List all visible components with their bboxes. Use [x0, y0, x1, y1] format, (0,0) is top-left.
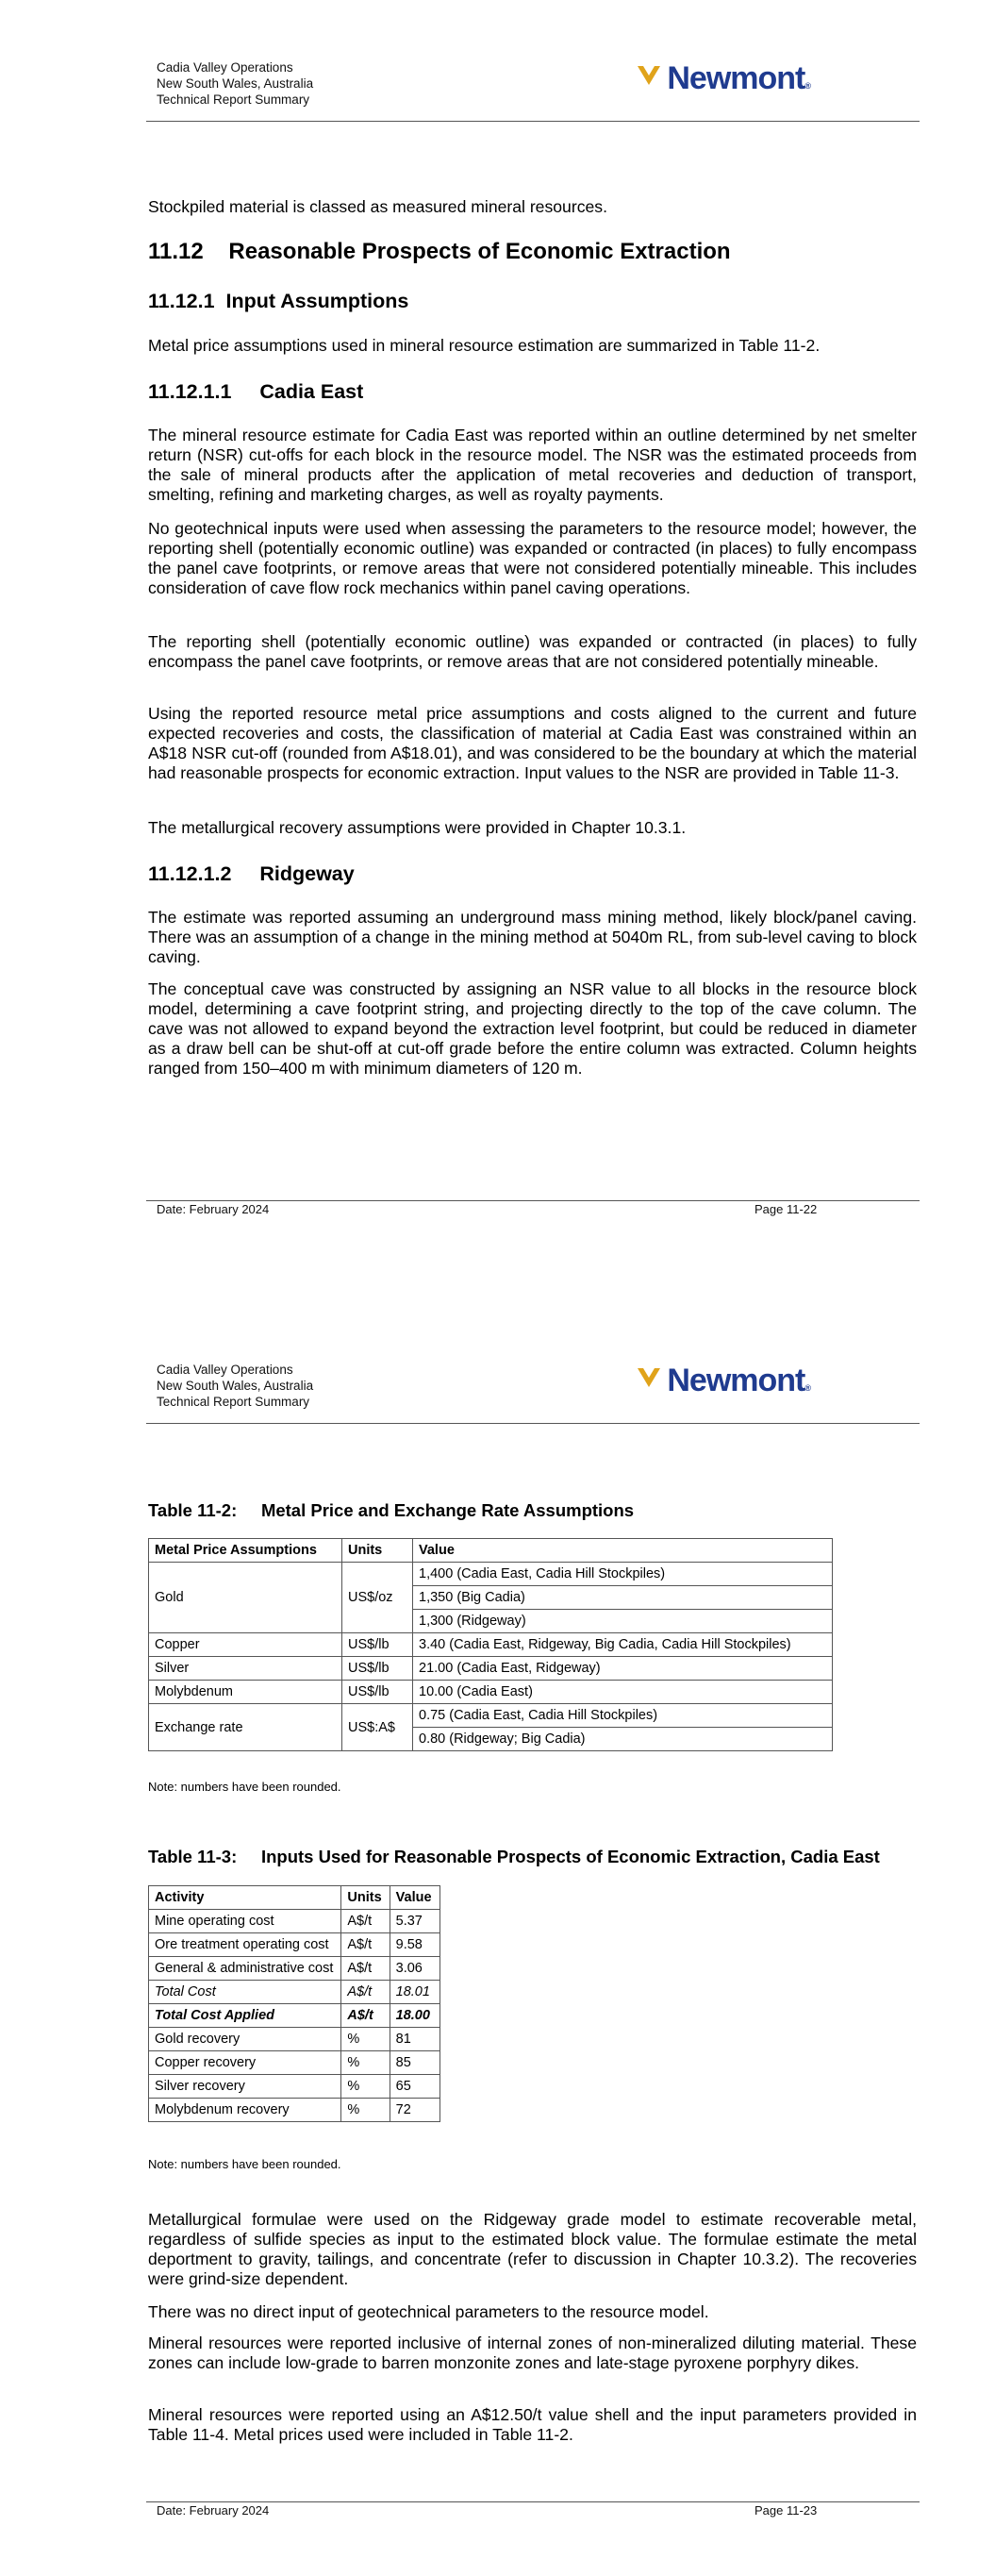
cell-activity: Total Cost Applied: [149, 2004, 341, 2028]
table-row: [149, 1957, 440, 1981]
table-row: [149, 1563, 833, 1586]
paragraph-value-shell: Mineral resources were reported using an A$12.50/t value shell and the input parameters provided in Table 11-4. Metal prices used were included in Table 11-2.: [148, 2405, 917, 2444]
table-row: [149, 2004, 440, 2028]
paragraph-ridgeway-1: The estimate was reported assuming an underground mass mining method, likely block/panel caving. There was an assumption of a change in the mining method at 5040m RL, from sub-level caving to block caving.: [148, 908, 917, 966]
cell-gold-units: US$/oz: [342, 1563, 413, 1633]
table-11-3-note: Note: numbers have been rounded.: [148, 2157, 341, 2171]
header-rule: [146, 121, 920, 122]
table-row: [149, 1933, 440, 1957]
section-heading: 11.12 Reasonable Prospects of Economic Extraction: [148, 239, 731, 264]
table-row: [149, 1657, 833, 1681]
cell-units: %: [341, 2051, 390, 2075]
table-11-2-note: Note: numbers have been rounded.: [148, 1780, 341, 1794]
cell-gold: Gold: [149, 1563, 342, 1633]
col-header-units: Units: [341, 1886, 390, 1910]
cell-silver-value: 21.00 (Cadia East, Ridgeway): [413, 1657, 833, 1681]
col-header-assumptions: Metal Price Assumptions: [149, 1539, 342, 1563]
cell-copper-units: US$/lb: [342, 1633, 413, 1657]
cell-activity: Molybdenum recovery: [149, 2099, 341, 2122]
newmont-logo: [667, 1363, 811, 1399]
cell-value: 18.01: [390, 1981, 439, 2004]
table-row: [149, 2028, 440, 2051]
table-row: [149, 2075, 440, 2099]
paragraph-cadia-1: The mineral resource estimate for Cadia East was reported within an outline determined by net smelter return (NSR) cut-offs for each block in the resource model. The NSR was the estimated proceeds from the sale of mineral products after the application of metal recoveries and deduction of transport, smelting, refining and marketing charges, as well as royalty payments.: [148, 426, 917, 504]
footer-page-number: Page 11-22: [755, 1202, 818, 1216]
table-row: [149, 1704, 833, 1728]
paragraph-stockpile: Stockpiled material is classed as measured mineral resources.: [148, 197, 607, 216]
cell-exchange-value-2: 0.80 (Ridgeway; Big Cadia): [413, 1728, 833, 1751]
cell-activity: Copper recovery: [149, 2051, 341, 2075]
newmont-logo-chevron-icon: [638, 66, 660, 94]
table-11-2-caption: Table 11-2: Metal Price and Exchange Rate Assumptions: [148, 1500, 635, 1520]
cell-exchange-units: US$:A$: [342, 1704, 413, 1751]
cell-activity: Mine operating cost: [149, 1910, 341, 1933]
header-line-1: Cadia Valley Operations: [157, 60, 293, 75]
table-11-3-caption: Table 11-3: Inputs Used for Reasonable Prospects of Economic Extraction, Cadia East: [148, 1847, 880, 1866]
cell-copper: Copper: [149, 1633, 342, 1657]
paragraph-cadia-2: No geotechnical inputs were used when assessing the parameters to the resource model; however, the reporting shell (potentially economic outline) was expanded or contracted (in places) to fully encompass the panel cave footprints, or remove areas that were not considered potentially mineable. This includes consideration of cave flow rock mechanics within panel caving operations.: [148, 519, 917, 597]
inputs-table: [148, 1885, 440, 2122]
paragraph-geotechnical: There was no direct input of geotechnical parameters to the resource model.: [148, 2302, 709, 2321]
cell-activity: Gold recovery: [149, 2028, 341, 2051]
cell-units: A$/t: [341, 1957, 390, 1981]
cell-value: 85: [390, 2051, 439, 2075]
header-text: [157, 1362, 313, 1410]
table-row: [149, 1681, 833, 1704]
newmont-logo-chevron-icon: [638, 1368, 660, 1397]
footer-page-number: Page 11-23: [755, 2503, 818, 2517]
logo-text: Newmont: [667, 1363, 805, 1398]
metal-price-table: [148, 1538, 833, 1751]
cell-silver-units: US$/lb: [342, 1657, 413, 1681]
cell-exchange-rate: Exchange rate: [149, 1704, 342, 1751]
header-line-3: Technical Report Summary: [157, 92, 310, 107]
table-header-row: [149, 1539, 833, 1563]
cell-units: A$/t: [341, 2004, 390, 2028]
cell-gold-value-2: 1,350 (Big Cadia): [413, 1586, 833, 1610]
table-row: [149, 1981, 440, 2004]
logo-trademark: ®: [804, 81, 811, 91]
cell-value: 81: [390, 2028, 439, 2051]
header-line-1: Cadia Valley Operations: [157, 1363, 293, 1377]
table-row: [149, 2051, 440, 2075]
subsection-heading: 11.12.1 Input Assumptions: [148, 290, 409, 312]
cell-units: %: [341, 2028, 390, 2051]
page-11-23: [0, 1302, 995, 2576]
logo-text: Newmont: [667, 60, 805, 96]
footer-date: Date: February 2024: [157, 2503, 270, 2517]
paragraph-cadia-5: The metallurgical recovery assumptions were provided in Chapter 10.3.1.: [148, 818, 687, 837]
ridgeway-heading: 11.12.1.2 Ridgeway: [148, 862, 355, 885]
cell-value: 9.58: [390, 1933, 439, 1957]
cell-moly-units: US$/lb: [342, 1681, 413, 1704]
table-row: [149, 2099, 440, 2122]
paragraph-metal-price: Metal price assumptions used in mineral resource estimation are summarized in Table 11-2.: [148, 336, 821, 355]
logo-trademark: ®: [804, 1383, 811, 1393]
paragraph-inclusive: Mineral resources were reported inclusive of internal zones of non-mineralized diluting material. These zones can include low-grade to barren monzonite zones and late-stage pyroxene porphyry dikes.: [148, 2333, 917, 2372]
cell-units: %: [341, 2099, 390, 2122]
cell-activity: General & administrative cost: [149, 1957, 341, 1981]
footer-rule: [146, 1200, 920, 1201]
cell-gold-value-1: 1,400 (Cadia East, Cadia Hill Stockpiles): [413, 1563, 833, 1586]
table-header-row: [149, 1886, 440, 1910]
cell-activity: Ore treatment operating cost: [149, 1933, 341, 1957]
cadia-east-heading: 11.12.1.1 Cadia East: [148, 380, 364, 403]
cell-value: 72: [390, 2099, 439, 2122]
table-row: [149, 1910, 440, 1933]
header-text: [157, 59, 313, 108]
newmont-logo: [667, 60, 811, 97]
cell-silver: Silver: [149, 1657, 342, 1681]
col-header-value: Value: [390, 1886, 439, 1910]
header-line-2: New South Wales, Australia: [157, 1379, 314, 1393]
footer-date: Date: February 2024: [157, 1202, 270, 1216]
col-header-value: Value: [413, 1539, 833, 1563]
paragraph-cadia-4: Using the reported resource metal price assumptions and costs aligned to the current and future expected recoveries and costs, the classification of material at Cadia East was constrained within an A$18 NSR cut-off (rounded from A$18.01), and was considered to be the boundary at which the material had reasonable prospects for economic extraction. Input values to the NSR are provided in Table 11-3.: [148, 704, 917, 782]
table-row: [149, 1633, 833, 1657]
cell-value: 18.00: [390, 2004, 439, 2028]
paragraph-ridgeway-2: The conceptual cave was constructed by assigning an NSR value to all blocks in the resource block model, determining a cave footprint string, and projecting directly to the top of the cave column. The cave was not allowed to expand beyond the extraction level footprint, but could be reduced in diameter as a draw bell can be shut-off at cut-off grade before the entire column was extracted. Column heights ranged from 150–400 m with minimum diameters of 120 m.: [148, 979, 917, 1078]
cell-units: A$/t: [341, 1910, 390, 1933]
cell-activity: Total Cost: [149, 1981, 341, 2004]
col-header-activity: Activity: [149, 1886, 341, 1910]
cell-value: 3.06: [390, 1957, 439, 1981]
cell-units: %: [341, 2075, 390, 2099]
cell-copper-value: 3.40 (Cadia East, Ridgeway, Big Cadia, Cadia Hill Stockpiles): [413, 1633, 833, 1657]
cell-value: 5.37: [390, 1910, 439, 1933]
header-line-2: New South Wales, Australia: [157, 76, 314, 91]
cell-units: A$/t: [341, 1981, 390, 2004]
cell-gold-value-3: 1,300 (Ridgeway): [413, 1610, 833, 1633]
cell-value: 65: [390, 2075, 439, 2099]
cell-moly-value: 10.00 (Cadia East): [413, 1681, 833, 1704]
cell-units: A$/t: [341, 1933, 390, 1957]
cell-activity: Silver recovery: [149, 2075, 341, 2099]
header-rule: [146, 1423, 920, 1424]
cell-moly: Molybdenum: [149, 1681, 342, 1704]
col-header-units: Units: [342, 1539, 413, 1563]
paragraph-cadia-3: The reporting shell (potentially economic outline) was expanded or contracted (in places) to fully encompass the panel cave footprints, or remove areas that are not considered potentially mineable.: [148, 632, 917, 671]
cell-exchange-value-1: 0.75 (Cadia East, Cadia Hill Stockpiles): [413, 1704, 833, 1728]
footer-rule: [146, 2501, 920, 2502]
paragraph-metallurgical: Metallurgical formulae were used on the Ridgeway grade model to estimate recoverable metal, regardless of sulfide species as input to the estimated block value. The formulae estimate the metal deportment to gravity, tailings, and concentrate (refer to discussion in Chapter 10.3.2). The recoveries were grind-size dependent.: [148, 2210, 917, 2288]
header-line-3: Technical Report Summary: [157, 1395, 310, 1409]
